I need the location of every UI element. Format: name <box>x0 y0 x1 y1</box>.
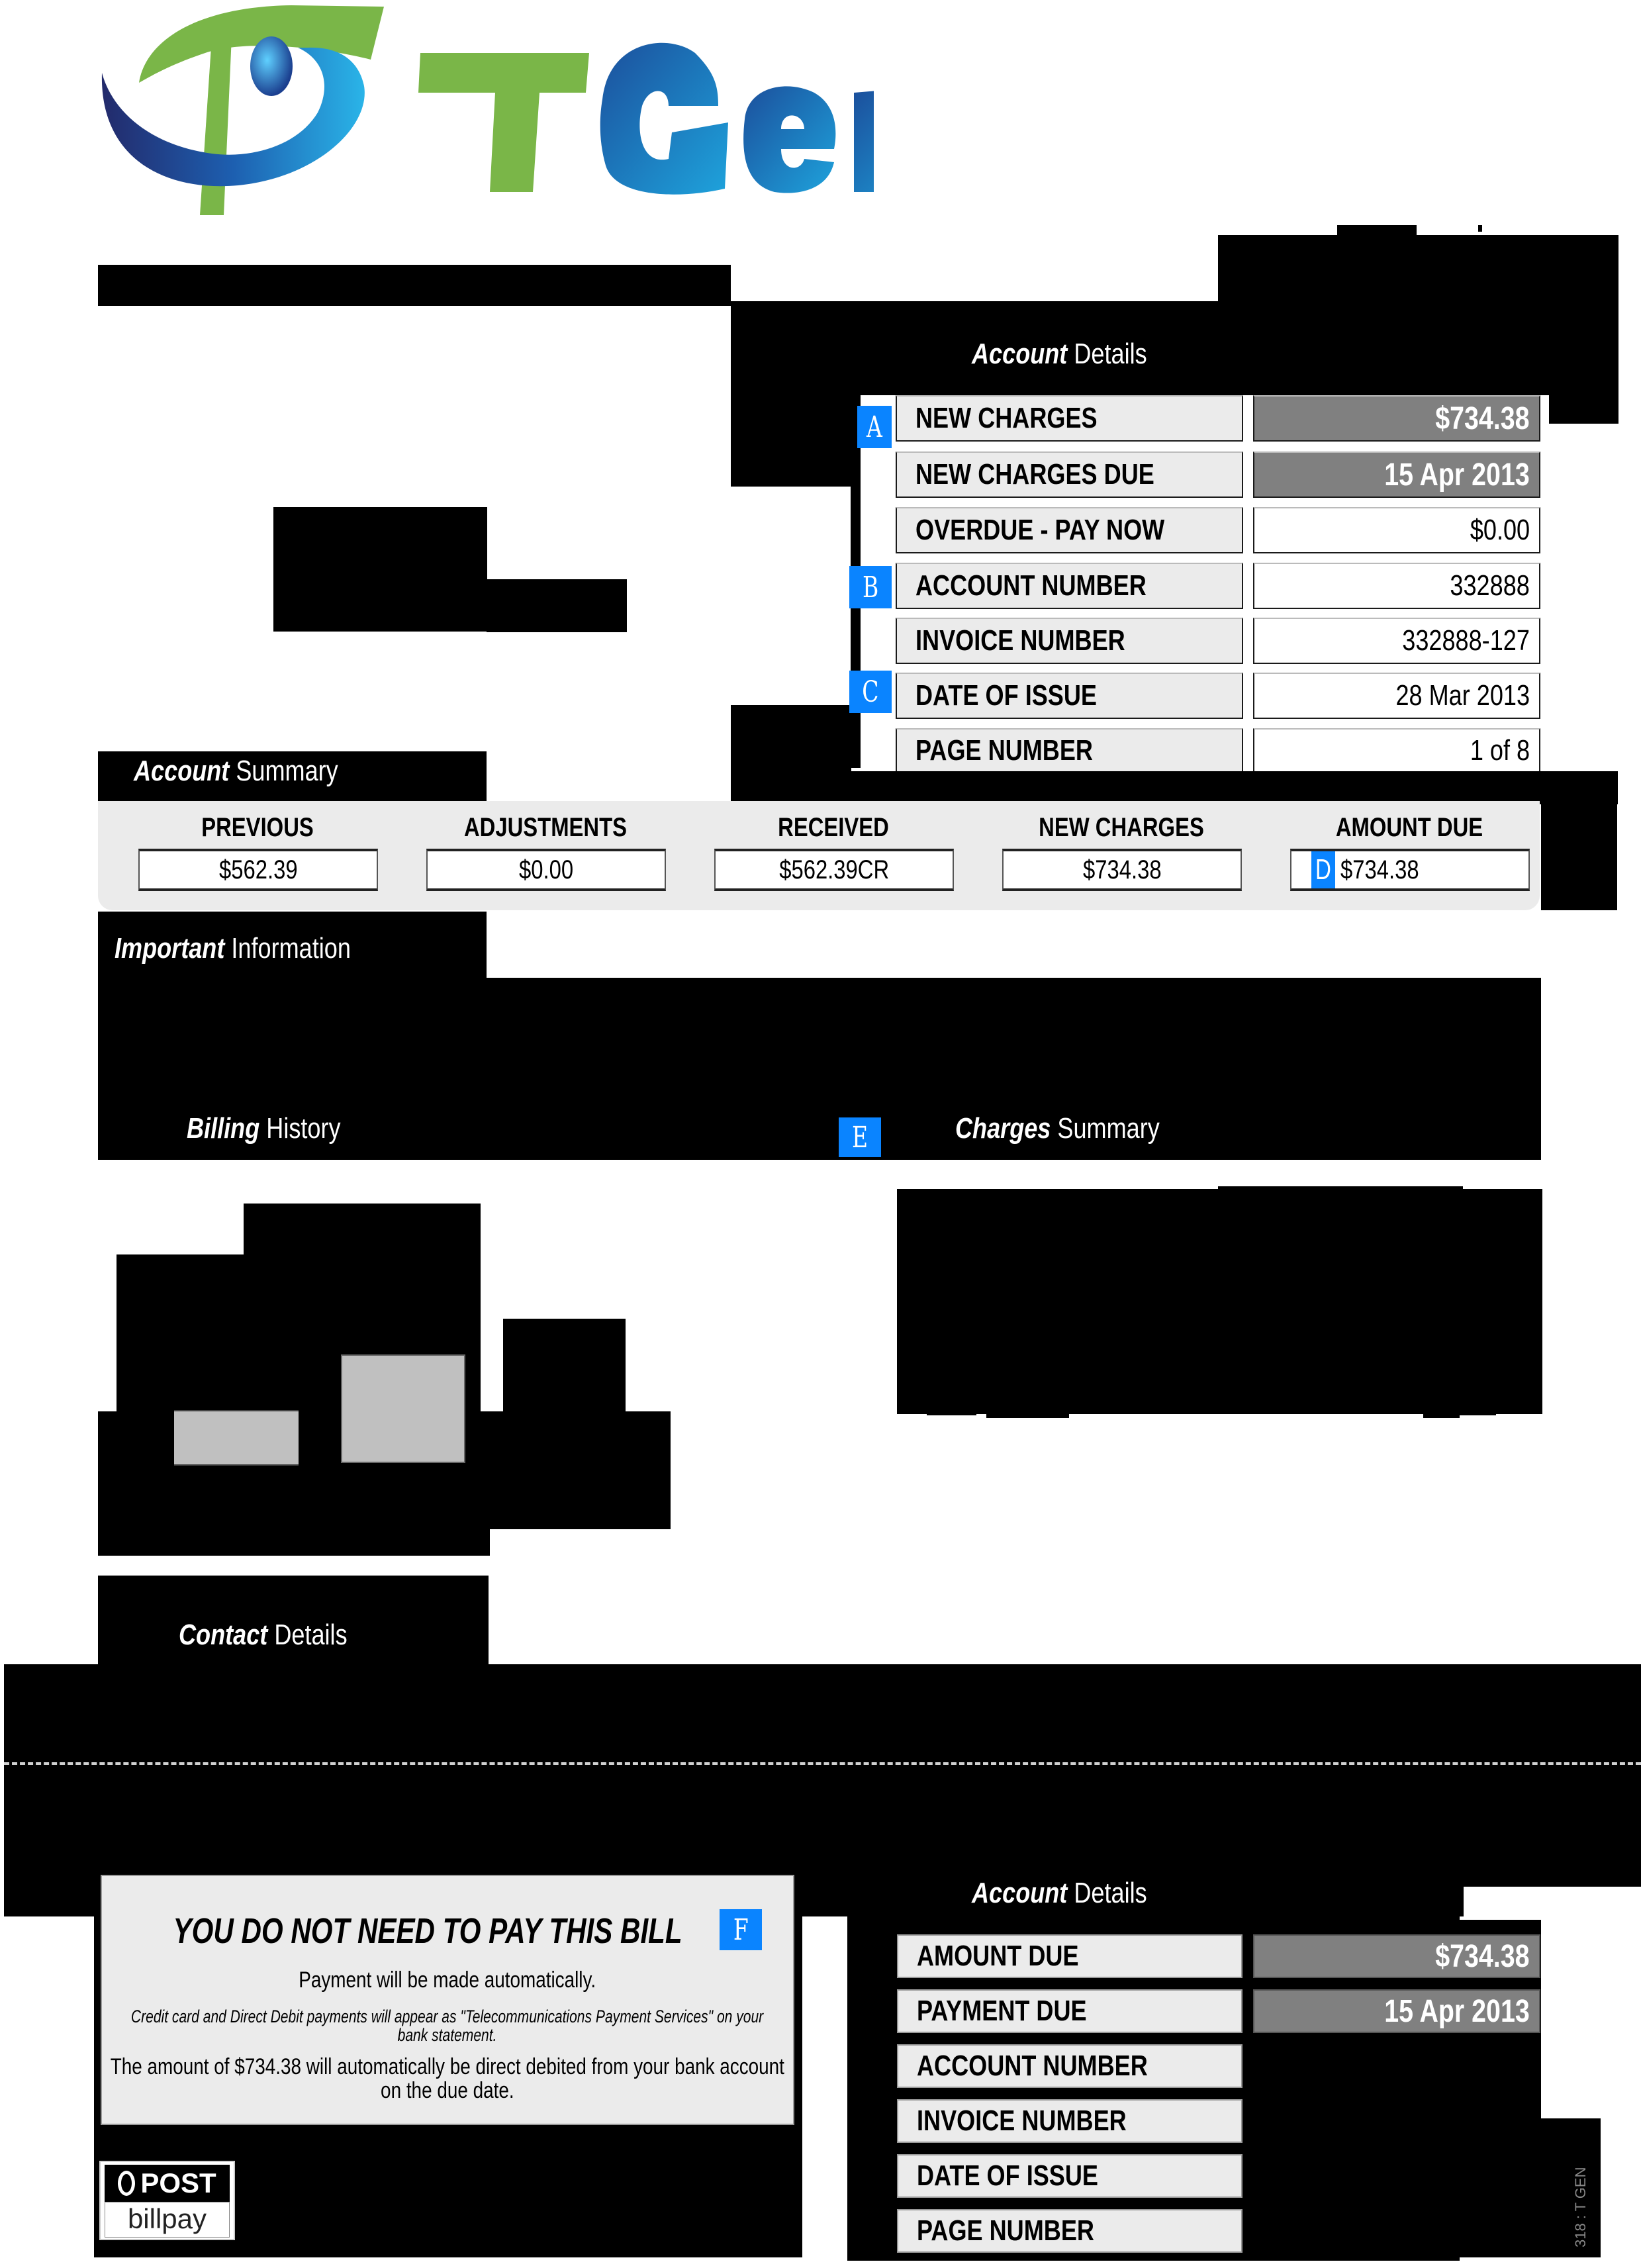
value-new-charges: $734.38 <box>1253 395 1540 442</box>
value-overdue: $0.00 <box>1253 507 1540 553</box>
summary-value-new-charges: $734.38 <box>1002 849 1242 891</box>
bottom-label-date-of-issue: DATE OF ISSUE <box>897 2154 1242 2198</box>
redacted-block <box>1450 1410 1496 1415</box>
important-info-title: Important Information <box>115 932 351 965</box>
badge-e: E <box>839 1117 881 1157</box>
billing-bar-1 <box>174 1410 299 1466</box>
post-billpay-logo: POST billpay <box>99 2161 235 2240</box>
redacted-block <box>1478 225 1482 232</box>
label-date-of-issue: DATE OF ISSUE <box>896 673 1243 719</box>
label-account-number: ACCOUNT NUMBER <box>896 563 1243 609</box>
account-summary-title: Account Summary <box>134 755 338 787</box>
redacted-block <box>927 1410 976 1415</box>
charges-summary-title: Charges Summary <box>955 1112 1160 1145</box>
badge-a: A <box>857 406 892 448</box>
summary-value-amount-due: D $734.38 <box>1290 849 1530 891</box>
tear-off-line <box>4 1762 1641 1765</box>
billing-history-title: Billing History <box>187 1112 341 1145</box>
billing-history-chart <box>98 1198 674 1556</box>
tgen-logo-icon <box>99 0 874 218</box>
summary-value-received: $562.39CR <box>714 849 954 891</box>
bottom-label-invoice-number: INVOICE NUMBER <box>897 2099 1242 2143</box>
redacted-block <box>487 579 627 632</box>
label-new-charges: NEW CHARGES <box>896 395 1243 442</box>
bottom-label-payment-due: PAYMENT DUE <box>897 1989 1242 2033</box>
bottom-value-payment-due: 15 Apr 2013 <box>1253 1989 1540 2033</box>
badge-d: D <box>1311 851 1335 888</box>
payment-notice-line3: The amount of $734.38 will automatically be direct debited from your bank account on the due date. <box>110 2054 785 2103</box>
billing-bar-2 <box>341 1354 465 1463</box>
bottom-label-account-number: ACCOUNT NUMBER <box>897 2044 1242 2088</box>
bottom-label-amount-due: AMOUNT DUE <box>897 1934 1242 1978</box>
charges-summary-redacted <box>897 1189 1542 1414</box>
account-details-title: Account Details <box>972 338 1147 370</box>
bottom-value-amount-due: $734.38 <box>1253 1934 1540 1978</box>
post-logo-icon <box>118 2171 135 2196</box>
redacted-block <box>273 507 487 632</box>
summary-col-adjustments: ADJUSTMENTS <box>463 813 628 842</box>
label-invoice-number: INVOICE NUMBER <box>896 618 1243 664</box>
value-invoice-number: 332888-127 <box>1253 618 1540 664</box>
badge-c: C <box>849 671 892 713</box>
bottom-label-page-number: PAGE NUMBER <box>897 2209 1242 2253</box>
summary-col-received: RECEIVED <box>778 813 889 842</box>
label-page-number: PAGE NUMBER <box>896 728 1243 773</box>
tgen-logo <box>99 0 874 218</box>
value-date-of-issue: 28 Mar 2013 <box>1253 673 1540 719</box>
contact-details-title: Contact Details <box>179 1619 348 1651</box>
summary-col-new-charges: NEW CHARGES <box>1039 813 1204 842</box>
badge-f: F <box>720 1909 762 1950</box>
summary-value-adjustments: $0.00 <box>426 849 666 891</box>
value-account-number: 332888 <box>1253 563 1540 609</box>
side-code: 318 : T GEN <box>1572 2167 1589 2247</box>
value-page-number: 1 of 8 <box>1253 728 1540 773</box>
label-new-charges-due: NEW CHARGES DUE <box>896 451 1243 498</box>
summary-col-previous: PREVIOUS <box>201 813 314 842</box>
summary-value-previous: $562.39 <box>138 849 378 891</box>
redacted-block <box>731 417 851 487</box>
contact-details-redacted <box>4 1664 1641 1887</box>
redacted-block <box>986 1410 1069 1418</box>
label-overdue: OVERDUE - PAY NOW <box>896 507 1243 553</box>
summary-col-amount-due: AMOUNT DUE <box>1335 813 1483 842</box>
redacted-block <box>731 771 1618 804</box>
bottom-account-details-title: Account Details <box>972 1877 1147 1909</box>
badge-b: B <box>849 566 892 608</box>
value-new-charges-due: 15 Apr 2013 <box>1253 451 1540 498</box>
redacted-address-bar <box>98 265 731 306</box>
payment-notice-heading: YOU DO NOT NEED TO PAY THIS BILL <box>173 1911 682 1951</box>
payment-notice-box <box>101 1875 794 2125</box>
redacted-block <box>1218 1186 1463 1193</box>
payment-notice-line2: Credit card and Direct Debit payments will appear as "Telecommunications Payment Services" on your bank statement. <box>131 2007 764 2045</box>
payment-notice-line1: Payment will be made automatically. <box>299 1967 596 1993</box>
